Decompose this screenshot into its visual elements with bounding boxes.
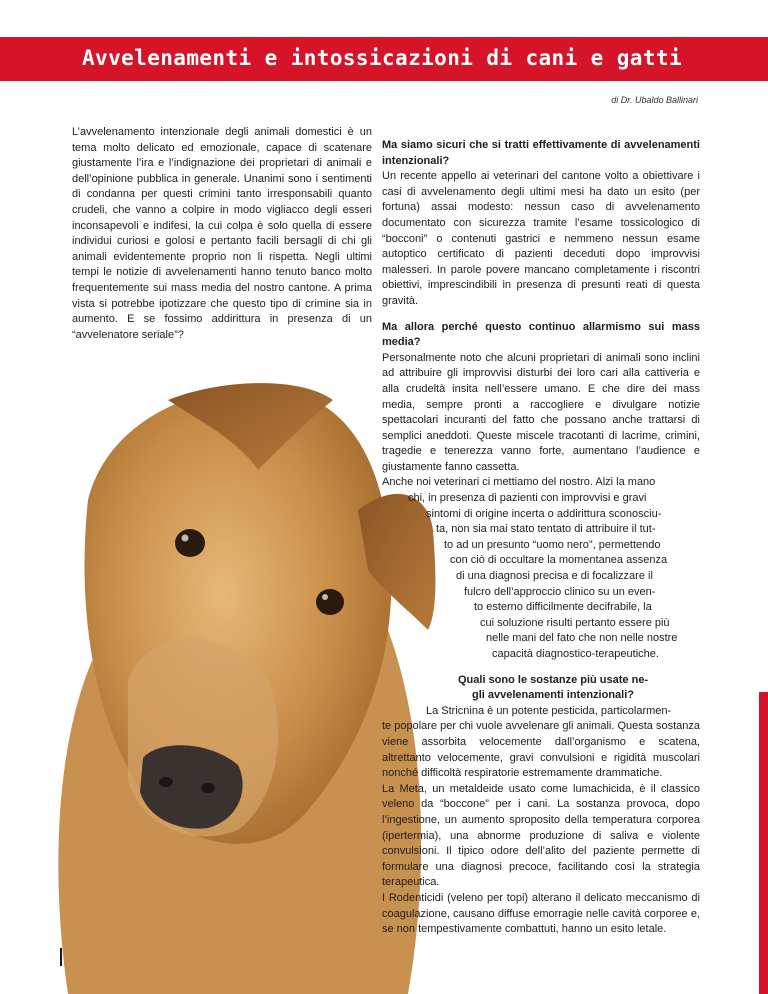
- intro-paragraph: L’avvelenamento intenzionale degli animali domestici è un tema molto delicato ed emozionale, capace di scatenare giustamente l’ira e l’indignazione dei proprietari di animali e dell’opinione pubblica in generale. Unanimi sono i sentimenti di condanna per questi crimini tanto irresponsabili quanto crudeli, che vanno a colpire in modo vigliacco degli esseri inconsapevoli e indifesi, la cui colpa è solo quella di essere individui curiosi e golosi e pertanto facili bersagli di chi gli animali evidentemente proprio non li rispetta. Negli ultimi tempi le notizie di avvelenamenti hanno tenuto banco molto frequentemente sui mass media del nostro cantone. A prima vista si potrebbe ipotizzare che questo tipo di crimine sia in aumento. E se fossimo addirittura in presenza di un “avvelenatore seriale”?: [72, 126, 372, 341]
- text-line: Anche noi veterinari ci mettiamo del nostro. Alzi la mano: [382, 476, 656, 489]
- rodenticides-paragraph: I Rodenticidi (veleno per topi) alterano il delicato meccanismo di coagulazione, causano diffuse emorragie nelle cavità corporee e, se non tempestivamente combattuti, hanno un esito letale.: [382, 891, 700, 936]
- title-banner: [0, 37, 768, 81]
- text-line: sintomi di origine incerta o addirittura sconosciu-: [426, 507, 662, 520]
- section-heading-2: Ma allora perché questo continuo allarmismo sui mass media?: [382, 320, 700, 349]
- text-line: cui soluzione risulti pertanto essere più: [480, 616, 670, 629]
- text-line: chi, in presenza di pazienti con improvvisi e gravi: [408, 492, 647, 505]
- text-line: di una diagnosi precisa e di focalizzare il: [456, 570, 653, 583]
- author-byline: di Dr. Ubaldo Ballinari: [611, 95, 698, 105]
- text-line: fulcro dell’approccio clinico su un even-: [464, 585, 656, 598]
- text-line: to ad un presunto “uomo nero”, permettendo: [444, 538, 661, 551]
- wrapped-paragraph: [382, 475, 700, 662]
- main-column: [382, 138, 700, 938]
- text-line: con ciò di occultare la momentanea assenza: [450, 554, 668, 567]
- text-line: nelle mani del fato che non nelle nostre: [486, 632, 678, 645]
- section-body-2: Personalmente noto che alcuni proprietari di animali sono inclini ad attribuire gli improvvisi disturbi dei loro cari alla cattiveria e alla crudeltà insita nell’essere umano. E che dire dei mass media, sempre pronti a raccogliere e divulgare notizie spettacolari incuranti del fatto che possano anche trattarsi di semplici aneddoti. Queste miscele tracotanti di lacrime, crimini, tragedie e tenerezza vanno forte, aumentano l’audience e giustamente fanno cassetta.: [382, 351, 700, 473]
- text-line: capacità diagnostico-terapeutiche.: [492, 648, 659, 660]
- heading-line: gli avvelenamenti intenzionali?: [472, 689, 634, 702]
- side-accent-strip: [759, 692, 768, 994]
- text-line: to esterno difficilmente decifrabile, la: [474, 601, 652, 614]
- section-heading-3: [382, 673, 700, 704]
- intro-column: [72, 125, 372, 353]
- strychnine-paragraph: te popolare per chi vuole avvelenare gli animali. Questa sostanza viene assorbita velocemente dall’organismo e scatena, altrettanto velocemente, gravi convulsioni e rigidità muscolari nonché difficoltà respiratorie estremamente drammatiche.: [382, 720, 700, 780]
- heading-line: Quali sono le sostanze più usate ne-: [458, 673, 649, 686]
- section-body-1: Un recente appello ai veterinari del cantone volto a obiettivare i casi di avvelenamento degli ultimi mesi ha dato un esito (per fortuna) assai modesto: nessun caso di avvelenamento documentato con sicurezza tramite l’esame tossicologico di “bocconi” o contenuti gastrici e nemmeno nessun esame autoptico certificato di pazienti deceduti dopo improvvisi malesseri. In parole povere mancano completamente i riscontri obiettivi, imprescindibili in presenza di presunti reati di questa gravità.: [382, 170, 700, 307]
- text-line: ta, non sia mai stato tentato di attribuire il tut-: [436, 523, 656, 536]
- text-line: La Stricnina è un potente pesticida, particolarmen-: [426, 704, 672, 717]
- metaldehyde-paragraph: La Meta, un metaldeide usato come lumachicida, è il classico veleno da “boccone” per i cani. La sostanza provoca, dopo l’ingestione, un aumento sproposito della temperatura corporea (ipertermia), una abnorme produzione di saliva e violente convulsioni. Il tipico odore dell’alito del paziente permette di formulare una diagnosi precoce, facilitando così la strategia terapeutica.: [382, 782, 700, 889]
- article-title: Avvelenamenti e intossicazioni di cani e gatti: [82, 46, 682, 70]
- section-heading-1: Ma siamo sicuri che si tratti effettivamente di avvelenamenti intenzionali?: [382, 139, 700, 167]
- page-marker: [60, 948, 62, 966]
